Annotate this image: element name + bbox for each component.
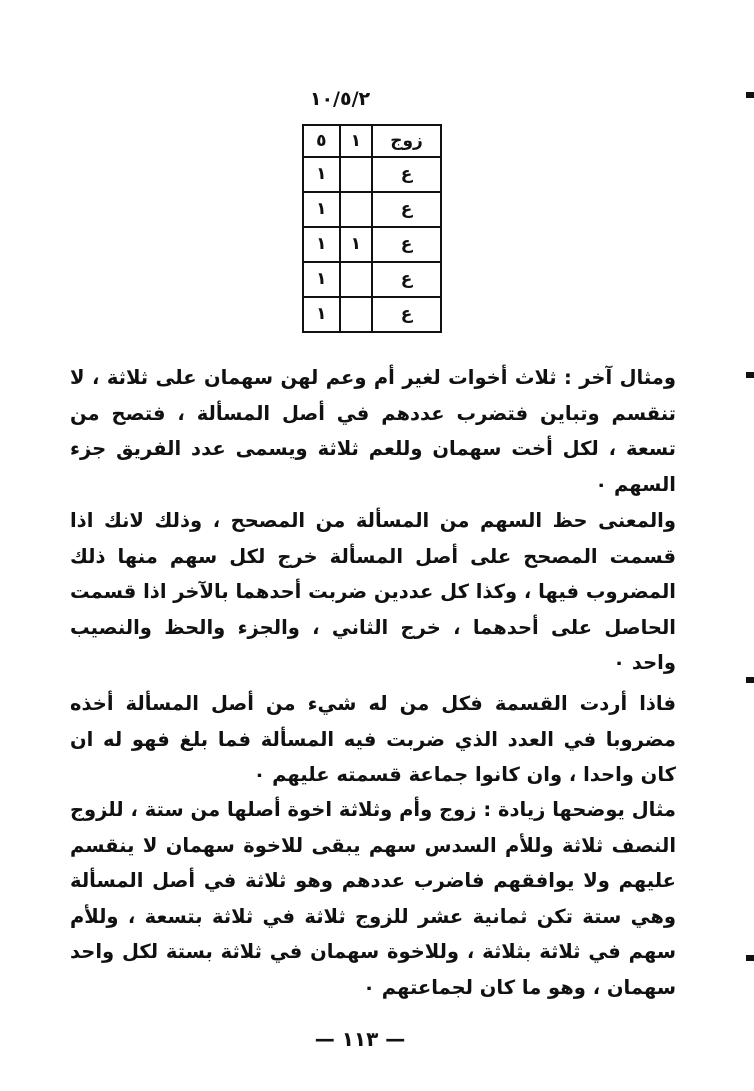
paragraph-example: ومثال آخر : ثلاث أخوات لغير أم وعم لهن سهمان على ثلاثة ، لا تنقسم وتباين فتضرب عددهم في أصل المسألة ، فتصح من تسعة ، لكل أخت سهمان وللعم ثلاثة ويسمى عدد الفريق جزء السهم ٠ — [70, 366, 676, 496]
table-row — [303, 297, 441, 332]
cell-share — [340, 192, 372, 227]
cell-result: ١ — [303, 262, 340, 297]
table-row — [303, 157, 441, 192]
header-heir: زوج — [372, 125, 441, 157]
table-row — [303, 227, 441, 262]
shares-table — [302, 124, 442, 333]
table-row — [303, 192, 441, 227]
header-share: ١ — [340, 125, 372, 157]
cell-share — [340, 157, 372, 192]
cell-result: ١ — [303, 297, 340, 332]
cell-heir: ع — [372, 297, 441, 332]
reference-code: ١٠/٥/٢ — [309, 88, 371, 110]
paragraph-meaning: والمعنى حظ السهم من المسألة من المصحح ، وذلك لانك اذا قسمت المصحح على أصل المسألة خرج لكل سهم منها ذلك المضروب فيها ، وكذا كل عددين ضربت أحدهما بالآخر اذا قسمت الحاصل على أحدهما ، خرج الثاني ، والجزء والحظ والنصيب واحد ٠ — [70, 509, 676, 674]
table-row — [303, 262, 441, 297]
cell-heir: ع — [372, 157, 441, 192]
scan-edge-mark — [746, 92, 754, 98]
page-number: — ١١٣ — — [314, 1027, 406, 1051]
paragraph-division: فاذا أردت القسمة فكل من له شيء من أصل المسألة أخذه مضروبا في العدد الذي ضربت فيه المسألة فما بلغ فهو له ان كان واحدا ، وان كانوا جماعة قسمته عليهم ٠ — [70, 692, 676, 786]
cell-result: ١ — [303, 227, 340, 262]
scan-edge-mark — [746, 955, 754, 961]
cell-share — [340, 262, 372, 297]
scan-edge-mark — [746, 677, 754, 683]
cell-result: ١ — [303, 192, 340, 227]
table-header-row — [303, 125, 441, 157]
cell-heir: ع — [372, 227, 441, 262]
cell-result: ١ — [303, 157, 340, 192]
cell-share — [340, 297, 372, 332]
scan-edge-mark — [746, 372, 754, 378]
cell-heir: ع — [372, 192, 441, 227]
cell-heir: ع — [372, 262, 441, 297]
cell-share: ١ — [340, 227, 372, 262]
paragraph-illustration: مثال يوضحها زيادة : زوج وأم وثلاثة اخوة أصلها من ستة ، للزوج النصف ثلاثة وللأم السدس سهم يبقى للاخوة سهمان لا ينقسم عليهم ولا يوافقهم فاضرب عددهم وهو ثلاثة في أصل المسألة وهي ستة تكن ثمانية عشر للزوج ثلاثة في ثلاثة بتسعة ، وللأم سهم في ثلاثة بثلاثة ، وللاخوة سهمان في ثلاثة بستة لكل واحد سهمان ، وهو ما كان لجماعتهم ٠ — [70, 798, 676, 999]
header-result: ٥ — [303, 125, 340, 157]
